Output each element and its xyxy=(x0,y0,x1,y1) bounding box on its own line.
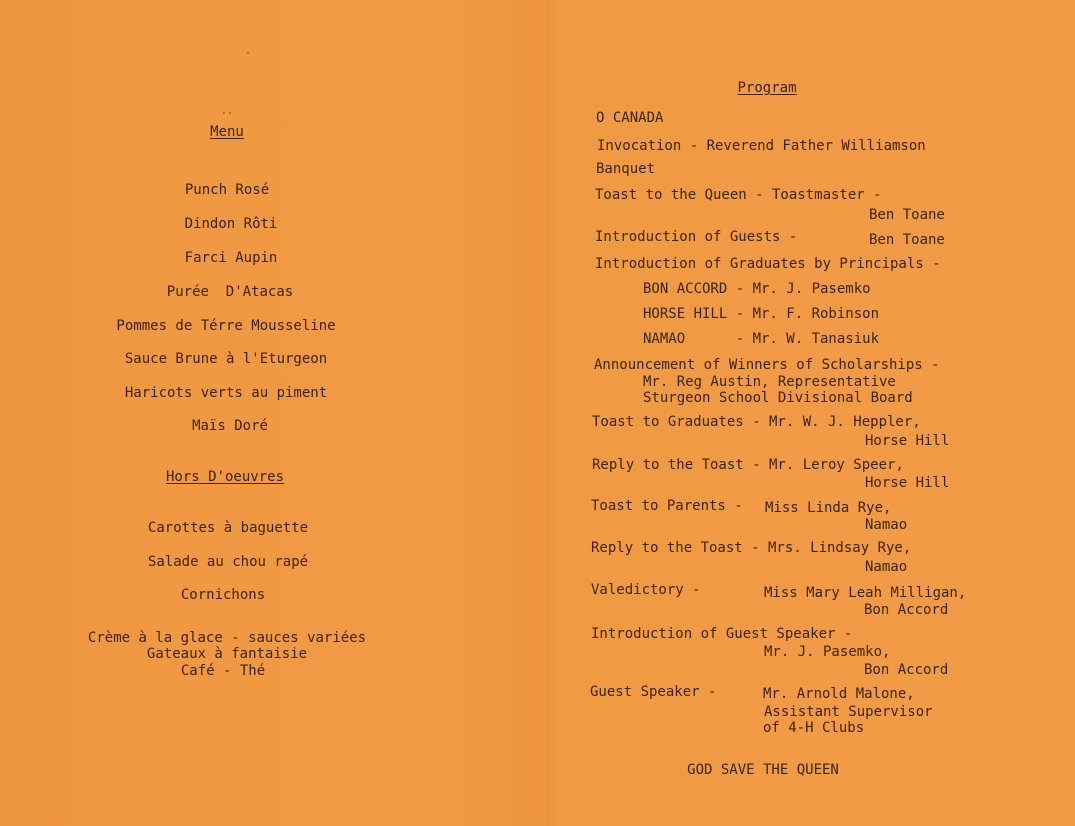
program-line: Toast to Graduates - Mr. W. J. Heppler, xyxy=(592,414,921,430)
program-line: O CANADA xyxy=(596,110,664,126)
program-line: Introduction of Guest Speaker - xyxy=(591,626,853,642)
dessert-item: Gateaux à fantaisie xyxy=(146,646,308,662)
menu-course: Maïs Doré xyxy=(192,418,268,434)
hors-item: Salade au chou rapé xyxy=(147,554,309,570)
program-line-indent: Horse Hill xyxy=(865,475,950,491)
program-line: Toast to the Queen - Toastmaster - xyxy=(595,187,882,203)
menu-title: Menu xyxy=(210,124,244,140)
program-line-indent: of 4-H Clubs xyxy=(763,720,865,736)
dessert-item: Café - Thé xyxy=(180,663,266,679)
program-title: Program xyxy=(737,80,797,96)
paper-speck xyxy=(229,112,231,114)
program-line: Guest Speaker - xyxy=(590,684,717,700)
menu-course: Farci Aupin xyxy=(184,250,278,266)
program-line: Reply to the Toast - Mr. Leroy Speer, xyxy=(592,457,904,473)
program-line: Toast to Parents - xyxy=(591,498,743,514)
hors-doeuvres-title: Hors D'oeuvres xyxy=(165,469,285,485)
closing-anthem: GOD SAVE THE QUEEN xyxy=(687,762,839,778)
menu-course: Pommes de Térre Mousseline xyxy=(116,318,336,334)
menu-course: Sauce Brune à l'Eturgeon xyxy=(124,351,328,367)
principal-line: BON ACCORD - Mr. J. Pasemko xyxy=(643,281,871,297)
program-line: Reply to the Toast - Mrs. Lindsay Rye, xyxy=(591,540,912,556)
program-line: Banquet xyxy=(596,161,656,177)
program-line-indent: Namao xyxy=(865,559,908,575)
program-line-indent: Bon Accord xyxy=(864,602,949,618)
program-line-indent: Mr. Arnold Malone, xyxy=(763,686,915,702)
program-line: Announcement of Winners of Scholarships - xyxy=(594,357,940,373)
paper-speck xyxy=(247,52,249,54)
center-fold xyxy=(549,0,552,826)
program-line: Valedictory - xyxy=(591,582,701,598)
program-line-indent: Assistant Supervisor xyxy=(764,704,933,720)
principal-line: NAMAO - Mr. W. Tanasiuk xyxy=(643,331,880,347)
program-line-indent: Miss Mary Leah Milligan, xyxy=(764,585,967,601)
hors-item: Carottes à baguette xyxy=(147,520,309,536)
program-line-indent: Sturgeon School Divisional Board xyxy=(643,390,913,406)
program-line: Introduction of Guests - xyxy=(595,229,798,245)
program-line-indent: Horse Hill xyxy=(865,433,950,449)
program-line-indent: Mr. Reg Austin, Representative xyxy=(643,374,896,390)
paper-speck xyxy=(223,112,225,114)
menu-course: Dindon Rôti xyxy=(184,216,278,232)
menu-course: Haricots verts au piment xyxy=(124,385,328,401)
program-line: Introduction of Graduates by Principals - xyxy=(595,256,941,272)
program-line-indent: Mr. J. Pasemko, xyxy=(764,644,891,660)
program-line-indent: Miss Linda Rye, xyxy=(765,500,892,516)
program-line-indent: Ben Toane xyxy=(869,232,945,248)
menu-course: Purée D'Atacas xyxy=(166,284,294,300)
program-line-indent: Bon Accord xyxy=(864,662,949,678)
program-line-indent: Ben Toane xyxy=(869,207,945,223)
dessert-item: Crème à la glace - sauces variées xyxy=(87,630,367,646)
hors-item: Cornichons xyxy=(180,587,266,603)
principal-line: HORSE HILL - Mr. F. Robinson xyxy=(643,306,880,322)
menu-course: Punch Rosé xyxy=(184,182,270,198)
program-line: Invocation - Reverend Father Williamson xyxy=(597,138,926,154)
program-line-indent: Namao xyxy=(865,517,908,533)
